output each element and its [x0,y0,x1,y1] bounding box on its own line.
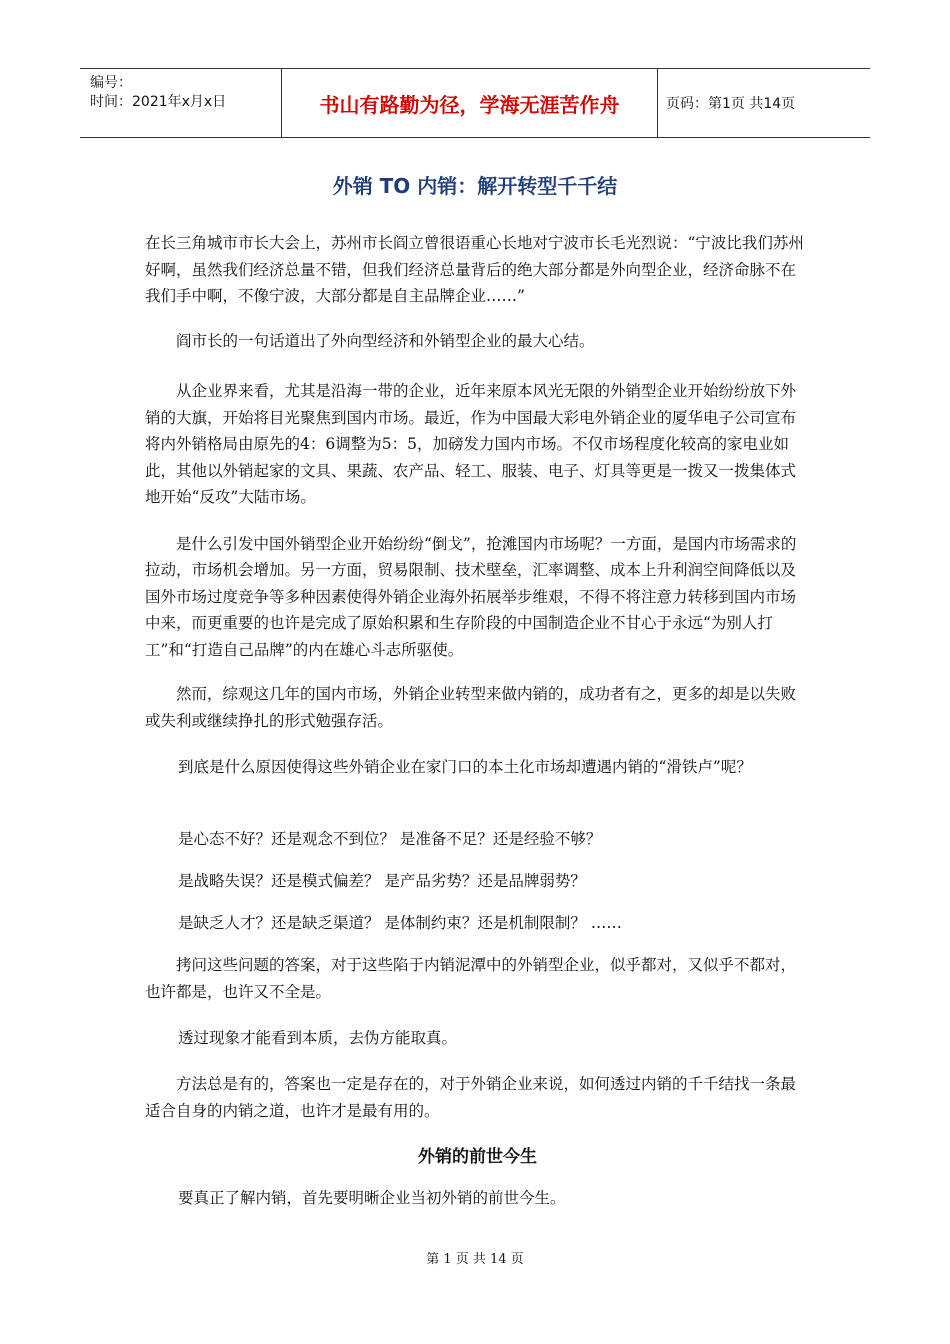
paragraph: 从企业界来看，尤其是沿海一带的企业，近年来原本风光无限的外销型企业开始纷纷放下外销的大旗，开始将目光聚焦到国内市场。最近，作为中国最大彩电外销企业的厦华电子公司宣布将内外销格局由原先的4：6调整为5：5，加磅发力国内市场。不仅市场程度化较高的家电业如此，其他以外销起家的文具、果蔬、农产品、轻工、服装、电子、灯具等更是一拨又一拨集体式地开始“反攻”大陆市场。 [145,382,797,506]
header-page-info: 页码：第1页 共14页 [666,96,796,112]
paragraph: 到底是什么原因使得这些外销企业在家门口的本土化市场却遭遇内销的“滑铁卢”呢？ [178,758,752,776]
page-footer: 第 1 页 共 14 页 [426,1252,524,1267]
paragraph: 透过现象才能看到本质，去伪方能取真。 [178,1029,458,1047]
question-line: 是缺乏人才？还是缺乏渠道？ 是体制约束？还是机制限制？ …… [178,914,622,932]
paragraph: 是什么引发中国外销型企业开始纷纷“倒戈”，抢滩国内市场呢？一方面，是国内市场需求的拉动，市场机会增加。另一方面，贸易限制、技术壁垒，汇率调整、成本上升利润空间降低以及国外市场过度竞争等多种因素使得外销企业海外拓展举步维艰，不得不将注意力转移到国内市场中来，而更重要的也许是完成了原始积累和生存阶段的中国制造企业不甘心于永远“为别人打工”和“打造自己品牌”的内在雄心斗志所驱使。 [145,534,797,659]
document-header [80,68,870,138]
paragraph: 拷问这些问题的答案，对于这些陷于内销泥潭中的外销型企业，似乎都对，又似乎不都对，也许都是，也许又不全是。 [145,956,797,1001]
number-label: 编号： [90,75,132,91]
header-motto: 书山有路勤为径，学海无涯苦作舟 [282,69,658,137]
paragraph: 阎市长的一句话道出了外向型经济和外销型企业的最大心结。 [176,331,595,350]
document-body [145,230,810,1211]
paragraph: 在长三角城市市长大会上，苏州市长阎立曾很语重心长地对宁波市长毛光烈说：“宁波比我们苏州好啊，虽然我们经济总量不错，但我们经济总量背后的绝大部分都是外向型企业，经济命脉不在我们手中啊，不像宁波，大部分都是自主品牌企业……” [145,234,804,305]
header-meta [80,69,282,137]
paragraph: 要真正了解内销，首先要明晰企业当初外销的前世今生。 [178,1189,566,1207]
question-line: 是战略失误？还是模式偏差？ 是产品劣势？还是品牌弱势？ [178,872,586,890]
question-line: 是心态不好？还是观念不到位？ 是准备不足？还是经验不够？ [178,830,602,848]
document-title: 外销 TO 内销：解开转型千千结 [332,174,618,198]
date-label: 时间：2021年x月x日 [90,94,227,110]
section-heading: 外销的前世今生 [418,1147,537,1167]
paragraph: 方法总是有的，答案也一定是存在的，对于外销企业来说，如何透过内销的千千结找一条最适合自身的内销之道，也许才是最有用的。 [145,1075,797,1120]
paragraph: 然而，综观这几年的国内市场，外销企业转型来做内销的，成功者有之，更多的却是以失败或失利或继续挣扎的形式勉强存活。 [145,685,797,730]
